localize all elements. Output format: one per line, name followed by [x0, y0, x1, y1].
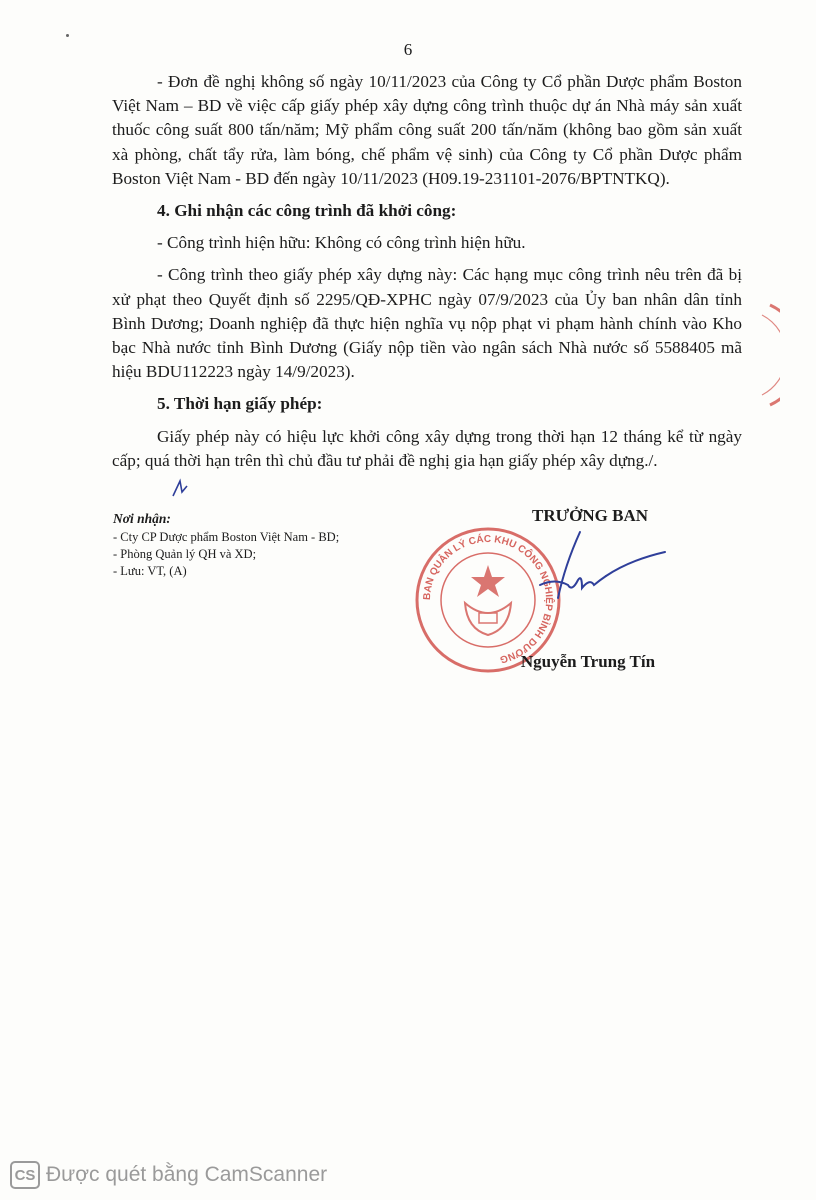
camscanner-icon: CS	[10, 1161, 40, 1189]
body-paragraph: - Đơn đề nghị không số ngày 10/11/2023 của Công ty Cổ phần Dược phẩm Boston Việt Nam – BD về việc cấp giấy phép xây dựng công trình thuộc dự án Nhà máy sản xuất thuốc công suất 800 tấn/năm; Mỹ phẩm công suất 200 tấn/năm (không bao gồm sản xuất xà phòng, chất tẩy rửa, làm bóng, chế phẩm vệ sinh) của Công ty Cổ phần Dược phẩm Boston Việt Nam - BD đến ngày 10/11/2023 (H09.19-231101-2076/BPTNTKQ).	[112, 72, 742, 188]
body-paragraph: - Công trình theo giấy phép xây dựng này: Các hạng mục công trình nêu trên đã bị xử phạt theo Quyết định số 2295/QĐ-XPHC ngày 07/9/2023 của Ủy ban nhân dân tỉnh Bình Dương; Doanh nghiệp đã thực hiện nghĩa vụ nộp phạt vi phạm hành chính vào Kho bạc Nhà nước tỉnh Bình Dương (Giấy nộp tiền vào ngân sách Nhà nước số 5588405 mã hiệu BDU112223 ngày 14/9/2023).	[112, 265, 742, 382]
scanner-footer	[10, 1158, 327, 1192]
section-heading: 4. Ghi nhận các công trình đã khởi công:	[157, 201, 457, 221]
body-paragraph: Giấy phép này có hiệu lực khởi công xây dựng trong thời hạn 12 tháng kể từ ngày cấp; quá thời hạn trên thì chủ đầu tư phải đề nghị gia hạn giấy phép xây dựng./.	[112, 426, 742, 470]
page-number: 6	[403, 40, 413, 59]
recipient-item: - Phòng Quản lý QH và XD;	[113, 547, 257, 561]
signer-name: Nguyễn Trung Tín	[520, 652, 656, 671]
scanner-footer-text: Được quét bằng CamScanner	[46, 1163, 328, 1186]
stamp-ring-text: BAN QUẢN LÝ CÁC KHU CÔNG NGHIỆP BÌNH DƯƠNG	[421, 533, 555, 665]
scan-speck	[66, 34, 69, 37]
document-body	[112, 70, 742, 481]
recipient-item: - Lưu: VT, (A)	[113, 564, 187, 578]
recipients-title: Nơi nhận:	[113, 511, 171, 526]
signer-title: TRƯỞNG BAN	[531, 506, 648, 525]
signature-scribble	[520, 530, 670, 610]
margin-seal	[720, 300, 780, 410]
initial-mark	[170, 478, 190, 500]
recipient-item: - Cty CP Dược phẩm Boston Việt Nam - BD;	[113, 530, 340, 544]
body-paragraph: - Công trình hiện hữu: Không có công trình hiện hữu.	[157, 233, 526, 253]
recipients-block	[113, 510, 413, 580]
section-heading: 5. Thời hạn giấy phép:	[157, 394, 323, 414]
